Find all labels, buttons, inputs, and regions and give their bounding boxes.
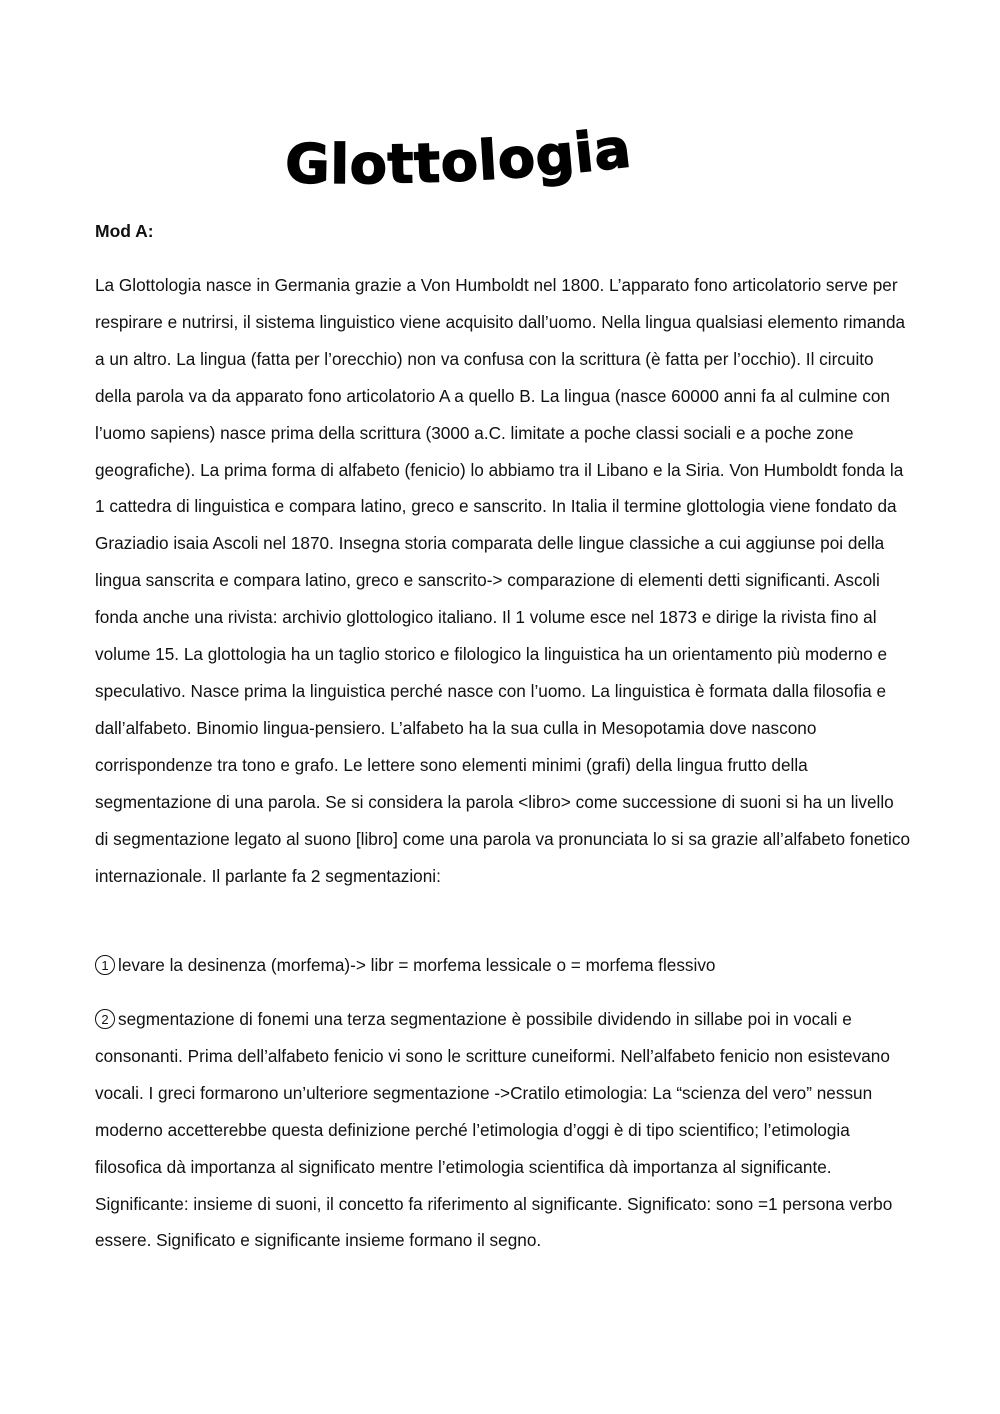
wordart-title <box>270 110 710 220</box>
section-heading: Mod A: <box>95 221 154 241</box>
paragraph-segmentation-2-text: segmentazione di fonemi una terza segmentazione è possibile dividendo in sillabe poi in vocali e consonanti. Prima dell’alfabeto fenicio vi sono le scritture cuneiformi. Nell’alfabeto fenicio non esistevano vocali. I greci formarono un’ulteriore segmentazione ->Cratilo etimologia: La “scienza del vero” nessun moderno accetterebbe questa definizione perché l’etimologia d’oggi è di tipo scientifico; l’etimologia filosofica dà importanza al significato mentre l’etimologia scientifica dà importanza al significante. Significante: insieme di suoni, il concetto fa riferimento al significante. Significato: sono =1 persona verbo essere. Significato e significante insieme formano il segno. <box>95 1009 893 1251</box>
wordart-title-graphic <box>270 110 710 220</box>
paragraph-segmentation-1 <box>95 947 910 984</box>
paragraph-intro <box>95 267 910 894</box>
paragraph-intro-text: La Glottologia nasce in Germania grazie a Von Humboldt nel 1800. L’apparato fono articolatorio serve per respirare e nutrirsi, il sistema linguistico viene acquisito dall’uomo. Nella lingua qualsiasi elemento rimanda a un altro. La lingua (fatta per l’orecchio) non va confusa con la scrittura (è fatta per l’occhio). Il circuito della parola va da apparato fono articolatorio A a quello B. La lingua (nasce 60000 anni fa al culmine con l’uomo sapiens) nasce prima della scrittura (3000 a.C. limitate a poche classi sociali e a poche zone geografiche). La prima forma di alfabeto (fenicio) lo abbiamo tra il Libano e la Siria. Von Humboldt fonda la 1 cattedra di linguistica e compara latino, greco e sanscrito. In Italia il termine glottologia viene fondato da Graziadio isaia Ascoli nel 1870. Insegna storia comparata delle lingue classiche a cui aggiunse poi della lingua sanscrita e compara latino, greco e sanscrito-> comparazione di elementi detti significanti. Ascoli fonda anche una rivista: archivio glottologico italiano. Il 1 volume esce nel 1873 e dirige la rivista fino al volume 15. La glottologia ha un taglio storico e filologico la linguistica ha un orientamento più moderno e speculativo. Nasce prima la linguistica perché nasce con l’uomo. La linguistica è formata dalla filosofia e dall’alfabeto. Binomio lingua-pensiero. L’alfabeto ha la sua culla in Mesopotamia dove nascono corrispondenze tra tono e grafo. Le lettere sono elementi minimi (grafi) della lingua frutto della segmentazione di una parola. Se si considera la parola <libro> come successione di suoni si ha un livello di segmentazione legato al suono [libro] come una parola va pronunciata lo si sa grazie all’alfabeto fonetico internazionale. Il parlante fa 2 segmentazioni: <box>95 275 911 886</box>
circled-number-2: 2 <box>95 1009 115 1029</box>
wordart-title-text <box>285 116 635 196</box>
paragraph-segmentation-1-text: levare la desinenza (morfema)-> libr = morfema lessicale o = morfema flessivo <box>118 955 716 975</box>
paragraph-segmentation-2 <box>95 1001 910 1259</box>
circled-number-1: 1 <box>95 955 115 975</box>
wordart-title-textpath: Glottologia <box>284 116 635 197</box>
